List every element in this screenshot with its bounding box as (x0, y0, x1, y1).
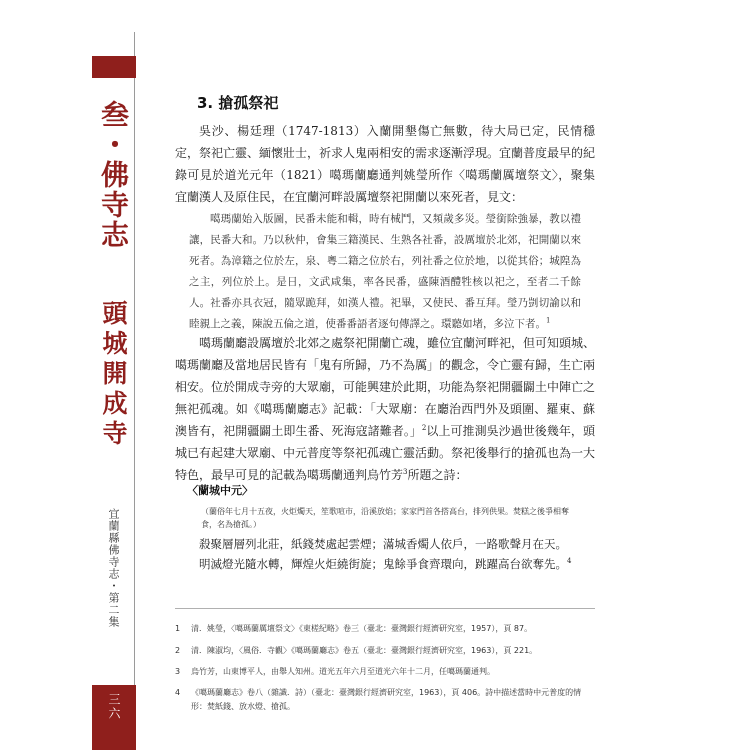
poem-line-2-text: 明滅燈光隨水轉，輝煌火炬繞街旋；鬼餘爭食齊環向，跳躍高台欲奪先。 (199, 557, 567, 571)
footnote-text: 烏竹芳，山東博平人，由舉人知州。道光五年六月至道光六年十二月，任噶瑪蘭通判。 (191, 667, 495, 676)
chapter-title: 叁・佛寺志 (97, 100, 130, 250)
footnote-ref-1: 1 (546, 316, 551, 325)
paragraph-1-text: 吳沙、楊廷理（1747-1813）入蘭開墾傷亡無數，待大局已定，民情穩定，祭祀亡靈、緬懷壯士，祈求人鬼兩相安的需求逐漸浮現。宜蘭普度最早的紀錄可見於道光元年（1821）噶瑪蘭廳通判姚瑩所作〈噶瑪蘭厲壇祭文〉，聚集宜蘭漢人及原住民，在宜蘭河畔設厲壇祭祀開蘭以來死者，見文： (175, 124, 596, 204)
paragraph-2 (175, 332, 595, 486)
paragraph-1 (175, 120, 595, 208)
footnote-number: 2 (175, 646, 181, 655)
quote-text: 噶瑪蘭始入版圖，民番未能和輯，時有械鬥，又頻歲多災。瑩銜除強暴，教以禮讓，民番大和。乃以秋仲，會集三籍漢民、生熟各社番，設厲壇於北郊，祀開蘭以來死者。為漳籍之位於左，泉、粵二籍之位於右，列社番之位於地，以從其俗；城隍為之主，列位於上。是日，文武咸集，率各民番，盛陳酒醴牲核以祀之，至者二千餘人。社番亦具衣冠，隨眾跪拜，如漢人禮。祀畢，又使民、番互拜。瑩乃剴切諭以和睦親上之義，陳說五倫之道，使番番語者逐句傳譯之。環聽如堵，多泣下者。 (189, 213, 581, 330)
footnote-2 (175, 644, 595, 658)
footnote-text: 《噶瑪蘭廳志》卷八（雜識．詩）（臺北：臺灣銀行經濟研究室，1963），頁 406。詩中描述當時中元普度的情形：焚紙錢、放水燈、搶孤。 (191, 688, 582, 711)
page-number: 三六 (107, 693, 121, 721)
footnote-number: 4 (175, 688, 181, 697)
sidebar-rule (134, 32, 135, 750)
section-heading: 3. 搶孤祭祀 (197, 94, 279, 112)
footnote-divider (175, 608, 595, 609)
poem-title: 〈蘭城中元〉 (187, 484, 253, 497)
section-title: 頭城開成寺 (99, 300, 128, 450)
footnote-text: 清．陳淑均，〈風俗．寺觀〉《噶瑪蘭廳志》卷五（臺北：臺灣銀行經濟研究室，1963），頁 221。 (191, 646, 538, 655)
block-quote (189, 209, 581, 335)
footnote-1 (175, 622, 595, 636)
paragraph-2-text-b: 以上可推測吳沙過世後幾年，頭城已有起建大眾廟、中元普度等祭祀孤魂亡靈活動。祭祀後舉行的搶孤也為一大特色，最早可見的記載為噶瑪蘭通判烏竹芳 (175, 424, 596, 482)
footnote-number: 3 (175, 667, 181, 676)
footnote-3 (175, 665, 595, 679)
footnote-ref-3: 3 (403, 468, 408, 476)
footnote-text: 清．姚瑩，〈噶瑪蘭厲壇祭文〉《東槎紀略》卷三（臺北：臺灣銀行經濟研究室，1957），頁 87。 (191, 624, 533, 633)
poem-line-1: 殺聚層層列北莊，紙錢焚處起雲煙；滿城香燭人依戶，一路歌聲月在天。 (199, 537, 567, 551)
footnote-ref-4: 4 (567, 557, 572, 566)
chapter-sidebar (92, 0, 138, 750)
poem-note: （蘭俗年七月十五夜，火炬燭天，笙歌喧市，沿溪放焰；家家門首各搭高台，排列供果。焚糕之後爭相奪食，名為搶孤。） (201, 507, 569, 529)
running-head: 宜蘭縣佛寺志・第二集 (107, 508, 120, 628)
footnote-number: 1 (175, 624, 181, 633)
paragraph-2-text-c: 所題之詩： (407, 468, 468, 482)
footnote-4 (175, 686, 595, 714)
chapter-color-bar (92, 56, 136, 78)
paragraph-2-text-a: 噶瑪蘭廳設厲壇於北郊之處祭祀開蘭亡魂，雖位宜蘭河畔祀，但可知頭城、噶瑪蘭廳及當地居民皆有「鬼有所歸，乃不為厲」的觀念，令亡靈有歸，生亡兩相安。位於開成寺旁的大眾廟，可能興建於此期，功能為祭祀開疆闢土中陣亡之無祀孤魂。如《噶瑪蘭廳志》記載：「大眾廟：在廳治西門外及頭圍、羅東、蘇澳皆有，祀開疆闢土即生番、死海寇諸難者。」 (175, 336, 596, 438)
poem-line-2 (199, 554, 571, 574)
footnote-ref-2: 2 (421, 424, 427, 432)
